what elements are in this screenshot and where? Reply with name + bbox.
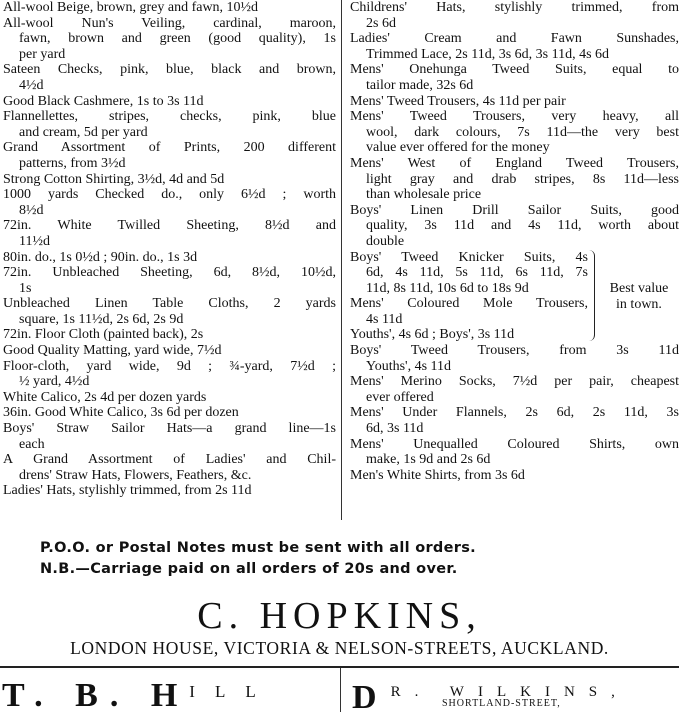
item-line: Boys' Linen Drill Sailor Suits, good [350, 202, 679, 218]
list-item [3, 343, 336, 359]
item-line: make, 1s 9d and 2s 6d [366, 452, 491, 468]
item-line: quality, 3s 11d and 4s 11d, worth about [366, 218, 679, 234]
list-item [3, 218, 336, 249]
list-item [3, 250, 336, 266]
item-line: wool, dark colours, 7s 11d—the very best [366, 124, 679, 140]
item-line: 72in. Floor Cloth (painted back), 2s [3, 327, 204, 343]
item-line: 6d, 4s 11d, 5s 11d, 6s 11d, 7s [366, 265, 588, 281]
item-line: Mens' Onehunga Tweed Suits, equal to [350, 62, 679, 78]
item-line: 2s 6d [366, 15, 396, 31]
item-line: Youths', 4s 6d ; Boys', 3s 11d [350, 327, 515, 343]
postal-notice: P.O.O. or Postal Notes must be sent with all orders. [40, 540, 476, 556]
bottom-left-small: ILL [189, 682, 276, 701]
list-item [3, 483, 336, 499]
item-line: Mens' Unequalled Coloured Shirts, own [350, 436, 679, 452]
list-item [3, 265, 336, 296]
item-line: 11½d [19, 233, 50, 249]
best-value-label-line-2: in town. [616, 296, 662, 312]
list-item [350, 203, 679, 250]
item-line: Floor-cloth, yard wide, 9d ; ¾-yard, 7½d ; [3, 358, 336, 374]
list-item [3, 94, 336, 110]
item-line: Flannellettes, stripes, checks, pink, blue [3, 109, 336, 125]
item-line: than wholesale price [366, 187, 482, 203]
list-item [3, 16, 336, 63]
item-line: All-wool Nun's Veiling, cardinal, maroon, [3, 15, 336, 31]
item-line: Grand Assortment of Prints, 200 different [3, 140, 336, 156]
item-line: Mens' Merino Socks, 7½d per pair, cheapest [350, 374, 679, 390]
item-line: fawn, brown and green (good quality), 1s [19, 31, 336, 47]
item-line: drens' Straw Hats, Flowers, Feathers, &c. [19, 467, 252, 483]
right-column [350, 0, 679, 483]
item-line: light gray and drab stripes, 8s 11d—less [366, 171, 679, 187]
item-line: Mens' West of England Tweed Trousers, [350, 155, 679, 171]
item-line: patterns, from 3½d [19, 155, 126, 171]
item-line: Good Quality Matting, yard wide, 7½d [3, 343, 222, 359]
item-line: Ladies' Cream and Fawn Sunshades, [350, 31, 679, 47]
bottom-left-big: T. B. H [2, 677, 190, 714]
column-divider [341, 0, 342, 520]
right-items-bottom [350, 343, 679, 483]
item-line: Mens' Coloured Mole Trousers, [350, 296, 588, 312]
item-line: Mens' Tweed Trousers, very heavy, all [350, 109, 679, 125]
item-line: Sateen Checks, pink, blue, black and brown, [3, 62, 336, 78]
item-line: Mens' Under Flannels, 2s 6d, 2s 11d, 3s [350, 405, 679, 421]
item-line: 1s [19, 280, 32, 296]
list-item [3, 187, 336, 218]
list-item [350, 374, 679, 405]
bottom-divider [340, 668, 341, 712]
list-item [3, 62, 336, 93]
list-item [3, 109, 336, 140]
item-line: 6d, 3s 11d [366, 421, 424, 437]
item-line: Unbleached Linen Table Cloths, 2 yards [3, 296, 336, 312]
item-line: Strong Cotton Shirting, 3½d, 4d and 5d [3, 171, 225, 187]
list-item [350, 156, 679, 203]
list-item [3, 296, 336, 327]
left-column [3, 0, 336, 499]
list-item [350, 31, 679, 62]
item-line: Youths', 4s 11d [366, 358, 451, 374]
item-line: Boys' Tweed Trousers, from 3s 11d [350, 343, 679, 359]
item-line: Mens' Tweed Trousers, 4s 11d per pair [350, 93, 566, 109]
right-items-top [350, 0, 679, 250]
list-item [350, 62, 679, 93]
item-line: Childrens' Hats, stylishly trimmed, from [350, 0, 679, 15]
bottom-right-heading [352, 674, 629, 716]
list-item [350, 0, 679, 31]
list-item [3, 359, 336, 390]
firm-name: C. HOPKINS, [197, 595, 482, 637]
item-line: All-wool Beige, brown, grey and fawn, 10½d [3, 0, 259, 15]
list-item [350, 296, 588, 327]
list-item [3, 327, 336, 343]
bottom-left-heading [2, 674, 276, 714]
item-line: each [19, 436, 45, 452]
item-line: square, 1s 11½d, 2s 6d, 2s 9d [19, 311, 184, 327]
item-line: Boys' Straw Sailor Hats—a grand line—1s [3, 421, 336, 437]
item-line: ever offered [366, 389, 434, 405]
item-line: 4½d [19, 77, 44, 93]
item-line: 11d, 8s 11d, 10s 6d to 18s 9d [366, 280, 529, 296]
item-line: 1000 yards Checked do., only 6½d ; worth [3, 187, 336, 203]
list-item [3, 390, 336, 406]
item-line: Men's White Shirts, from 3s 6d [350, 467, 525, 483]
item-line: 36in. Good White Calico, 3s 6d per dozen [3, 405, 239, 421]
item-line: White Calico, 2s 4d per dozen yards [3, 389, 207, 405]
list-item [3, 172, 336, 188]
item-line: 8½d [19, 202, 44, 218]
best-value-label [598, 281, 679, 313]
item-line: and cream, 5d per yard [19, 124, 148, 140]
item-line: ½ yard, 4½d [19, 374, 90, 390]
item-line: Ladies' Hats, stylishly trimmed, from 2s 11d [3, 483, 252, 499]
bottom-right-sub: SHORTLAND-STREET, [442, 698, 561, 709]
best-value-label-line-1: Best value [609, 280, 669, 296]
item-line: double [366, 233, 405, 249]
item-line: 80in. do., 1s 0½d ; 90in. do., 1s 3d [3, 249, 198, 265]
item-line: Trimmed Lace, 2s 11d, 3s 6d, 3s 11d, 4s 6d [366, 46, 610, 62]
list-item [3, 140, 336, 171]
item-line: value ever offered for the money [366, 140, 550, 156]
item-line: A Grand Assortment of Ladies' and Chil- [3, 452, 336, 468]
item-line: Boys' Tweed Knicker Suits, 4s [350, 249, 588, 265]
list-item [350, 327, 588, 343]
list-item [350, 94, 679, 110]
list-item [3, 405, 336, 421]
firm-address: LONDON HOUSE, VICTORIA & NELSON-STREETS, AUCKLAND. [70, 638, 609, 658]
item-line: 4s 11d [366, 311, 403, 327]
item-line: 72in. Unbleached Sheeting, 6d, 8½d, 10½d, [3, 265, 336, 281]
list-item [350, 343, 679, 374]
brace [588, 250, 595, 342]
carriage-notice: N.B.—Carriage paid on all orders of 20s and over. [40, 561, 458, 577]
item-line: Good Black Cashmere, 1s to 3s 11d [3, 93, 204, 109]
list-item [3, 421, 336, 452]
list-item [3, 0, 336, 16]
best-value-group [350, 250, 679, 344]
list-item [350, 250, 588, 297]
bottom-right-big: D [352, 679, 377, 716]
item-line: tailor made, 32s 6d [366, 77, 474, 93]
list-item [3, 452, 336, 483]
item-line: 72in. White Twilled Sheeting, 8½d and [3, 218, 336, 234]
bottom-right-small: R. WILKINS, [390, 684, 629, 700]
list-item [350, 437, 679, 468]
best-value-items [350, 250, 588, 344]
list-item [350, 109, 679, 156]
item-line: per yard [19, 46, 66, 62]
list-item [350, 405, 679, 436]
list-item [350, 468, 679, 484]
